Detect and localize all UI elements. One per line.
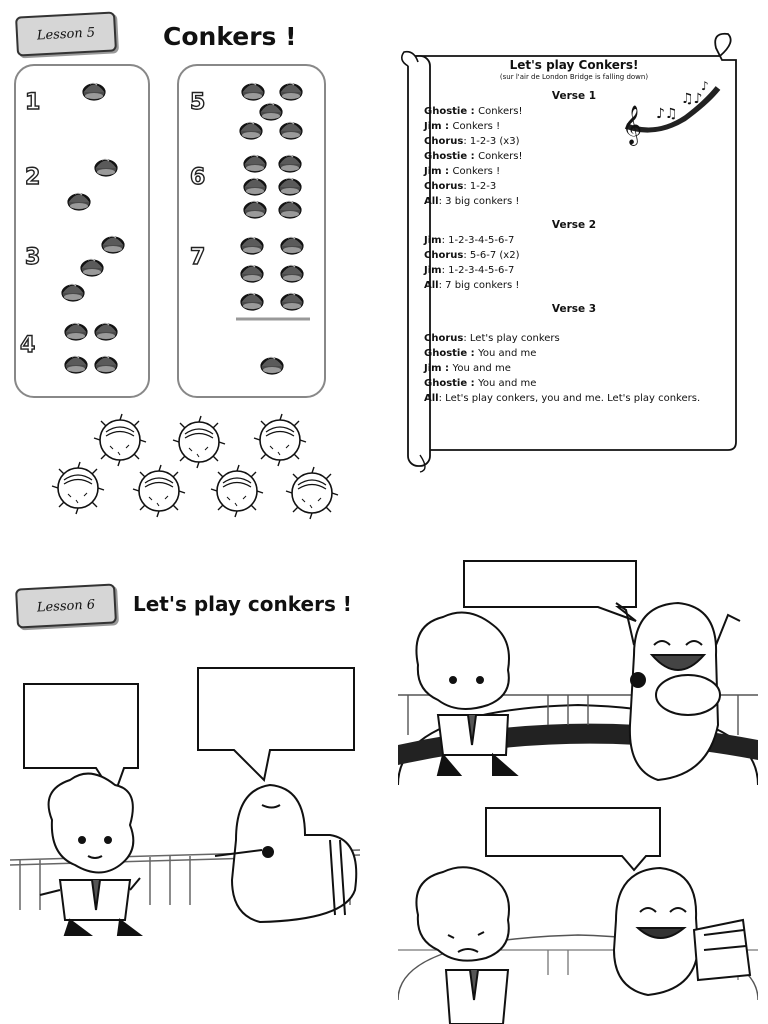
lyric-sep: : [441, 265, 449, 276]
verse-3-lines [424, 331, 724, 406]
conker-6e [244, 201, 266, 218]
speech-bubble-ghost-2 [464, 561, 636, 621]
svg-text:♫♪: ♫♪ [681, 91, 703, 107]
shell-7 [286, 467, 338, 519]
conker-4a [65, 323, 87, 340]
conker-6c [244, 178, 266, 195]
lyric-speaker: Chorus [424, 250, 464, 261]
comic-scene-3 [398, 800, 758, 1024]
lyric-speaker: Chorus [424, 136, 464, 147]
boy-character [40, 774, 140, 935]
speech-bubble-ghost-3 [486, 808, 660, 870]
lyric-text: Conkers ! [452, 121, 501, 132]
conker-4b [95, 323, 117, 340]
conker-5b [280, 83, 302, 100]
lyric-text: 3 big conkers ! [445, 196, 520, 207]
ghost-character [215, 785, 356, 922]
lyric-sep: : [441, 166, 453, 177]
lyric-line [424, 331, 724, 346]
svg-text:𝄞: 𝄞 [622, 105, 643, 145]
lyric-sep: : [467, 348, 479, 359]
lyric-text: 5-6-7 (x2) [469, 250, 520, 261]
lyric-speaker: Chorus [424, 333, 464, 344]
verse-3-heading: Verse 3 [551, 303, 597, 315]
lyric-line [424, 233, 724, 248]
lyric-speaker: Jim [424, 166, 442, 177]
shell-6 [211, 465, 263, 517]
lyric-speaker: Ghostie [424, 378, 468, 389]
lyric-speaker: All [424, 196, 439, 207]
number-4: 4 [20, 333, 36, 358]
verse-2-lines [424, 233, 724, 293]
lesson-6-tag [15, 583, 117, 628]
verse-1-heading: Verse 1 [551, 90, 597, 102]
conker-3b [81, 259, 103, 276]
lyric-sep: : [438, 196, 446, 207]
boy-character [416, 867, 509, 1024]
number-6: 6 [190, 165, 206, 190]
lyric-text: 1-2-3-4-5-6-7 [448, 265, 515, 276]
lyric-text: 1-2-3-4-5-6-7 [448, 235, 515, 246]
lyric-text: Let's play conkers, you and me. Let's play conkers. [445, 393, 701, 404]
lyric-sep: : [441, 235, 449, 246]
lyric-sep: : [463, 181, 470, 192]
conker-7a [241, 237, 263, 254]
lyric-speaker: Ghostie [424, 348, 468, 359]
shell-5 [133, 465, 185, 517]
ghost-character [614, 868, 750, 995]
lyric-text: Conkers! [478, 106, 523, 117]
conker-7b [281, 237, 303, 254]
conker-2b [68, 193, 90, 210]
shell-3 [254, 414, 306, 466]
lyric-text: You and me [452, 363, 511, 374]
lyric-text: Conkers ! [452, 166, 501, 177]
lyric-speaker: Jim [424, 235, 442, 246]
conker-6d [279, 178, 301, 195]
conker-7c [241, 265, 263, 282]
lyric-line [424, 346, 724, 361]
lyric-speaker: All [424, 393, 439, 404]
lyric-line [424, 194, 724, 209]
lyric-speaker: Jim [424, 265, 442, 276]
lesson-5-tag-label: Lesson 5 [36, 24, 96, 44]
conker-6f [279, 201, 301, 218]
conker-7g [261, 357, 283, 374]
lyric-text: 1-2-3 [469, 181, 497, 192]
lyric-line [424, 179, 724, 194]
lesson-6-tag-label: Lesson 6 [36, 596, 96, 616]
conker-6a [244, 155, 266, 172]
lyric-speaker: Jim [424, 121, 442, 132]
conker-7f [281, 293, 303, 310]
lyric-sep: : [441, 363, 453, 374]
lyric-sep: : [463, 136, 470, 147]
lyric-line [424, 119, 724, 134]
lyric-sep: : [467, 151, 479, 162]
lyric-speaker: All [424, 280, 439, 291]
lyric-text: 7 big conkers ! [445, 280, 520, 291]
shell-1 [94, 414, 146, 466]
lyric-line [424, 361, 724, 376]
lyric-text: 1-2-3 (x3) [469, 136, 520, 147]
lyric-speaker: Jim [424, 363, 442, 374]
lesson-5-title: Conkers ! [163, 22, 297, 51]
spiky-conker-shells [40, 405, 350, 525]
lyric-line [424, 104, 724, 119]
svg-text:♪: ♪ [701, 79, 709, 93]
number-7: 7 [190, 245, 206, 270]
conker-4c [65, 356, 87, 373]
lyric-sep: : [463, 250, 470, 261]
song-subtitle: (sur l'air de London Bridge is falling down) [499, 73, 649, 81]
conker-3a [102, 236, 124, 253]
lyric-speaker: Chorus [424, 181, 464, 192]
conker-5c [260, 103, 282, 120]
lyric-text: Let's play conkers [469, 333, 560, 344]
number-3: 3 [25, 245, 41, 270]
lyric-line [424, 391, 724, 406]
lyric-sep: : [467, 378, 479, 389]
lyric-sep: : [441, 121, 453, 132]
conker-4d [95, 356, 117, 373]
lyric-line [424, 248, 724, 263]
conker-1a [83, 83, 105, 100]
conker-2a [95, 159, 117, 176]
svg-text:♪♫: ♪♫ [656, 106, 678, 122]
conker-counting-illustrations [0, 0, 340, 400]
lyric-text: You and me [478, 378, 537, 389]
lyric-speaker: Ghostie [424, 106, 468, 117]
number-1: 1 [25, 90, 41, 115]
lyric-line [424, 134, 724, 149]
lyric-sep: : [463, 333, 470, 344]
conker-5e [280, 122, 302, 139]
lyric-line [424, 263, 724, 278]
shell-4 [52, 462, 104, 514]
lyric-text: Conkers! [478, 151, 523, 162]
lyric-line [424, 278, 724, 293]
lyric-sep: : [438, 393, 446, 404]
lyric-line [424, 149, 724, 164]
song-title: Let's play Conkers! [509, 58, 639, 72]
verse-1-lines [424, 104, 724, 209]
comic-scene-2 [398, 555, 758, 795]
conker-7e [241, 293, 263, 310]
lyric-sep: : [438, 280, 446, 291]
number-2: 2 [25, 165, 41, 190]
number-5: 5 [190, 90, 206, 115]
lesson-6-title: Let's play conkers ! [133, 592, 352, 616]
conker-5d [240, 122, 262, 139]
lyric-line [424, 376, 724, 391]
shell-2 [173, 416, 225, 468]
song-lyrics [424, 58, 724, 406]
comic-scene-1 [0, 660, 380, 1024]
lyric-text: You and me [478, 348, 537, 359]
speech-bubble-ghost-1 [198, 668, 354, 780]
lyric-speaker: Ghostie [424, 151, 468, 162]
conker-3c [62, 284, 84, 301]
conker-7d [281, 265, 303, 282]
verse-2-heading: Verse 2 [551, 219, 597, 231]
conker-6b [279, 155, 301, 172]
lyric-line [424, 164, 724, 179]
lyric-sep: : [467, 106, 479, 117]
conker-5a [242, 83, 264, 100]
